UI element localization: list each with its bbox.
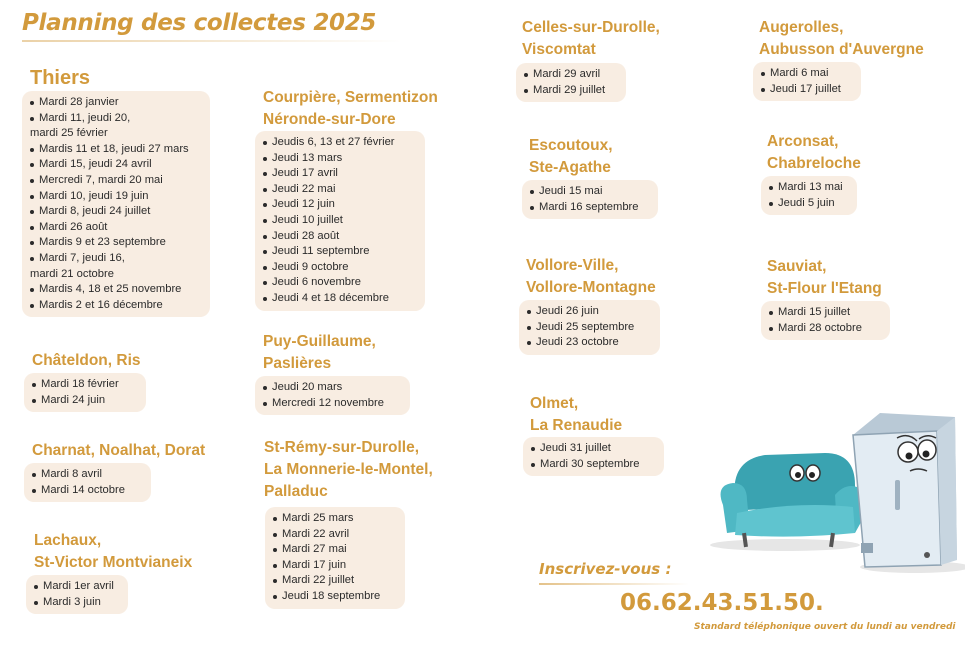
- city-name-line: Charnat, Noalhat, Dorat: [32, 442, 206, 459]
- date-item: Jeudis 6, 13 et 27 février: [263, 135, 415, 151]
- date-item: Mercredi 12 novembre: [263, 396, 400, 412]
- dates-box-augerolles: [753, 62, 861, 101]
- date-item: Jeudi 20 mars: [263, 380, 400, 396]
- date-item: Mardi 30 septembre: [531, 457, 654, 473]
- date-item: Jeudi 25 septembre: [527, 320, 650, 336]
- date-item: Mardi 3 juin: [34, 595, 118, 611]
- date-item: Jeudi 12 juin: [263, 197, 415, 213]
- city-heading-olmet: [530, 393, 622, 437]
- date-item: Mardi 29 juillet: [524, 83, 616, 99]
- date-item: Mardi 22 avril: [273, 527, 395, 543]
- date-item: Mardis 11 et 18, jeudi 27 mars: [30, 142, 200, 158]
- dates-box-puy: [255, 376, 410, 415]
- sofa-fridge-illustration: [705, 405, 965, 585]
- date-item: Jeudi 22 mai: [263, 182, 415, 198]
- date-item: Jeudi 17 juillet: [761, 82, 851, 98]
- date-item: Mardis 2 et 16 décembre: [30, 298, 200, 314]
- date-item: mardi 25 février: [30, 127, 108, 140]
- date-item: Mardi 27 mai: [273, 542, 395, 558]
- date-item: mardi 21 octobre: [30, 267, 114, 280]
- dates-box-charnat: [24, 463, 151, 502]
- city-heading-chateldon: [32, 350, 141, 372]
- city-heading-thiers: [30, 66, 90, 90]
- date-item: Jeudi 4 et 18 décembre: [263, 291, 415, 307]
- city-name-line: Ste-Agathe: [529, 159, 611, 176]
- city-name-line: Olmet,: [530, 395, 579, 412]
- date-item: Jeudi 18 septembre: [273, 589, 395, 605]
- dates-box-arconsat: [761, 176, 857, 215]
- city-name-line: Thiers: [30, 67, 91, 89]
- signup-label: Inscrivez-vous :: [539, 560, 672, 578]
- city-name-line: Aubusson d'Auvergne: [759, 41, 924, 58]
- date-item: Jeudi 31 juillet: [531, 441, 654, 457]
- date-item: Mardi 14 octobre: [32, 483, 141, 499]
- date-item: Jeudi 26 juin: [527, 304, 650, 320]
- date-item: Mardi 29 avril: [524, 67, 616, 83]
- date-item: Jeudi 13 mars: [263, 151, 415, 167]
- date-item: Jeudi 9 octobre: [263, 260, 415, 276]
- page-title: Planning des collectes 2025: [22, 10, 377, 36]
- date-item: Jeudi 5 juin: [769, 196, 847, 212]
- date-item: Mardi 15 juillet: [769, 305, 880, 321]
- date-item: Jeudi 28 août: [263, 229, 415, 245]
- date-item: Jeudi 6 novembre: [263, 275, 415, 291]
- city-name-line: Celles-sur-Durolle,: [522, 19, 660, 36]
- dates-box-chateldon: [24, 373, 146, 412]
- date-item: Mardi 28 octobre: [769, 321, 880, 337]
- city-heading-sauviat: [767, 256, 882, 300]
- date-item: Mardi 15, jeudi 24 avril: [30, 157, 200, 173]
- date-item: Mardi 8, jeudi 24 juillet: [30, 204, 200, 220]
- date-item: Mardi 25 mars: [273, 511, 395, 527]
- city-name-line: Viscomtat: [522, 41, 596, 58]
- city-name-line: St-Rémy-sur-Durolle,: [264, 439, 420, 456]
- date-item: Mercredi 7, mardi 20 mai: [30, 173, 200, 189]
- city-name-line: La Renaudie: [530, 417, 623, 434]
- city-name-line: Arconsat,: [767, 133, 839, 150]
- date-item: Jeudi 10 juillet: [263, 213, 415, 229]
- city-name-line: Augerolles,: [759, 19, 844, 36]
- date-item: Mardi 24 juin: [32, 393, 136, 409]
- date-item: Mardi 13 mai: [769, 180, 847, 196]
- date-item: Jeudi 17 avril: [263, 166, 415, 182]
- city-name-line: Chabreloche: [767, 155, 861, 172]
- city-name-line: Néronde-sur-Dore: [263, 111, 396, 128]
- date-item: Mardi 11, jeudi 20,: [30, 111, 200, 127]
- city-name-line: Vollore-Ville,: [526, 257, 619, 274]
- city-name-line: Palladuc: [264, 483, 328, 500]
- date-item: Mardi 7, jeudi 16,: [30, 251, 200, 267]
- fridge-icon: [853, 413, 965, 573]
- city-heading-escoutoux: [529, 135, 613, 179]
- dates-box-lachaux: [26, 575, 128, 614]
- city-name-line: St-Flour l'Etang: [767, 280, 882, 297]
- city-heading-arconsat: [767, 131, 861, 175]
- date-item: Mardi 17 juin: [273, 558, 395, 574]
- date-item: Mardi 10, jeudi 19 juin: [30, 189, 200, 205]
- date-item: Jeudi 11 septembre: [263, 244, 415, 260]
- dates-box-celles: [516, 63, 626, 102]
- date-item: Mardi 1er avril: [34, 579, 118, 595]
- city-name-line: Paslières: [263, 355, 332, 372]
- date-item: Jeudi 15 mai: [530, 184, 648, 200]
- date-item: Mardi 22 juillet: [273, 573, 395, 589]
- dates-box-thiers: [22, 91, 210, 317]
- date-item: Mardi 6 mai: [761, 66, 851, 82]
- date-item: Mardis 4, 18 et 25 novembre: [30, 282, 200, 298]
- city-heading-augerolles: [759, 17, 924, 61]
- city-name-line: St-Victor Montvianeix: [34, 554, 193, 571]
- date-item: Mardi 28 janvier: [30, 95, 200, 111]
- dates-box-stremy: [265, 507, 405, 609]
- dates-box-vollore: [519, 300, 660, 355]
- city-name-line: Vollore-Montagne: [526, 279, 656, 296]
- date-item: Mardi 8 avril: [32, 467, 141, 483]
- city-name-line: Lachaux,: [34, 532, 102, 549]
- city-name-line: La Monnerie-le-Montel,: [264, 461, 433, 478]
- city-heading-celles: [522, 17, 660, 61]
- signup-underline: [539, 583, 689, 585]
- city-heading-lachaux: [34, 530, 192, 574]
- city-name-line: Châteldon, Ris: [32, 352, 141, 369]
- date-item: Mardi 16 septembre: [530, 200, 648, 216]
- city-name-line: Escoutoux,: [529, 137, 613, 154]
- dates-box-sauviat: [761, 301, 890, 340]
- date-item: Mardi 18 février: [32, 377, 136, 393]
- city-name-line: Sauviat,: [767, 258, 827, 275]
- city-heading-charnat: [32, 440, 205, 462]
- dates-box-courpiere: [255, 131, 425, 311]
- city-name-line: Courpière, Sermentizon: [263, 89, 438, 106]
- date-item: Jeudi 23 octobre: [527, 335, 650, 351]
- city-heading-stremy: [264, 437, 433, 503]
- dates-box-olmet: [523, 437, 664, 476]
- hours-note: Standard téléphonique ouvert du lundi au vendredi: [694, 622, 956, 632]
- city-heading-courpiere: [263, 87, 438, 131]
- city-heading-puy: [263, 331, 376, 375]
- title-underline: [22, 40, 402, 42]
- date-item: Mardis 9 et 23 septembre: [30, 235, 200, 251]
- city-name-line: Puy-Guillaume,: [263, 333, 376, 350]
- sofa-icon: [710, 453, 866, 551]
- city-heading-vollore: [526, 255, 656, 299]
- dates-box-escoutoux: [522, 180, 658, 219]
- phone-number[interactable]: 06.62.43.51.50.: [620, 590, 824, 616]
- date-item: Mardi 26 août: [30, 220, 200, 236]
